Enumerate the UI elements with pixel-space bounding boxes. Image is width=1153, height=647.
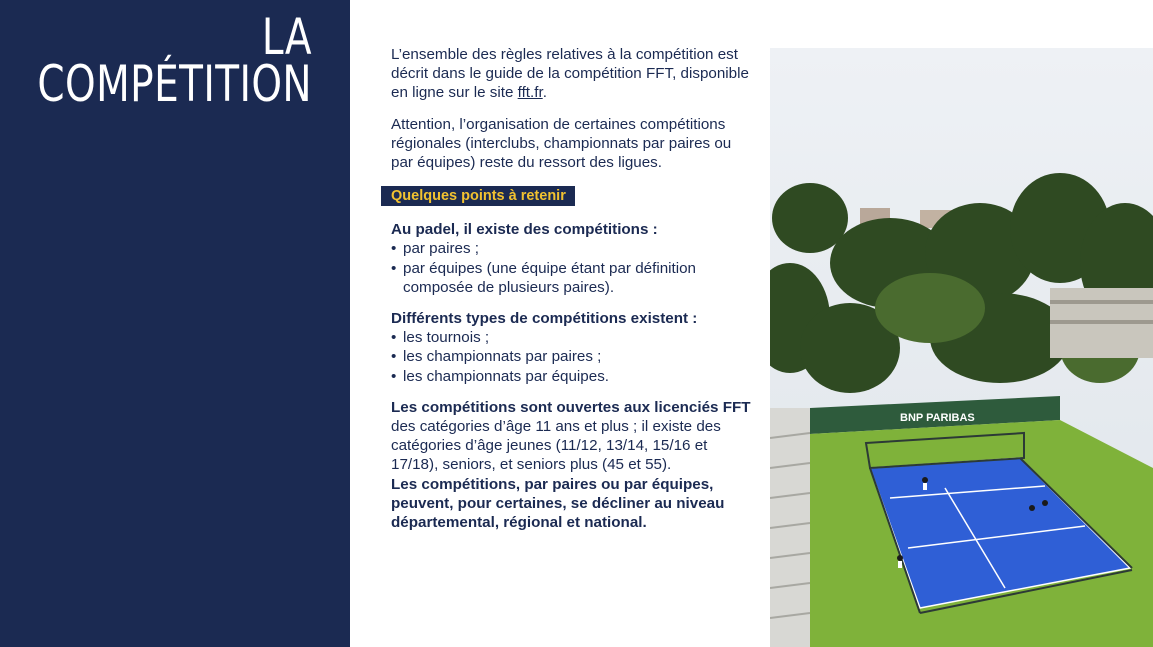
title-panel [0, 0, 350, 647]
age-categories-bold: Les compétitions sont ouvertes aux licenciés FFT [391, 398, 751, 416]
page-title [37, 8, 312, 113]
bullet: • [391, 348, 397, 366]
list-item: • les tournois ; [391, 329, 490, 347]
levels-paragraph: Les compétitions, par paires ou par équipes, peuvent, pour certaines, se décliner au niveau départemental, régional et national. [391, 475, 725, 532]
bullet: • [391, 367, 397, 385]
intro-paragraph [391, 45, 751, 103]
intro-period: . [542, 84, 547, 102]
age-categories-paragraph [391, 398, 751, 475]
banner-text: BNP PARIBAS [900, 412, 975, 424]
padel-court-photo [770, 48, 1153, 647]
competition-formats-heading: Au padel, il existe des compétitions : [391, 221, 658, 239]
competition-formats [391, 220, 751, 297]
list-item: • les championnats par équipes. [391, 367, 610, 385]
bullet: • [391, 329, 397, 347]
list-item: • par équipes (une équipe étant par définition composée de plusieurs paires). [391, 259, 696, 296]
intro-text: L’ensemble des règles relatives à la compétition est décrit dans le guide de la compétition FFT, disponible en ligne sur le site [391, 46, 749, 102]
competition-types-list [391, 328, 751, 386]
title-line-2: COMPÉTITION [37, 55, 312, 113]
key-points-callout: Quelques points à retenir [381, 186, 575, 206]
fft-link[interactable]: fft.fr [517, 84, 543, 102]
competition-types-heading: Différents types de compétitions existent : [391, 310, 698, 328]
competition-types [391, 309, 751, 386]
title-line-1: LA [261, 8, 312, 66]
list-item: • par paires ; [391, 240, 479, 258]
main-text [391, 45, 751, 532]
age-categories-text: des catégories d’âge 11 ans et plus ; il existe des catégories d’âge jeunes (11/12, 13/14, 15/16 et 17/18), seniors, et seniors plus (45 et 55). [391, 418, 721, 474]
competition-formats-list [391, 239, 751, 297]
attention-paragraph: Attention, l’organisation de certaines compétitions régionales (interclubs, championnats par paires ou par équipes) reste du ressort des ligues. [391, 115, 732, 172]
list-item: • les championnats par paires ; [391, 348, 602, 366]
bullet: • [391, 259, 397, 277]
bullet: • [391, 240, 397, 258]
